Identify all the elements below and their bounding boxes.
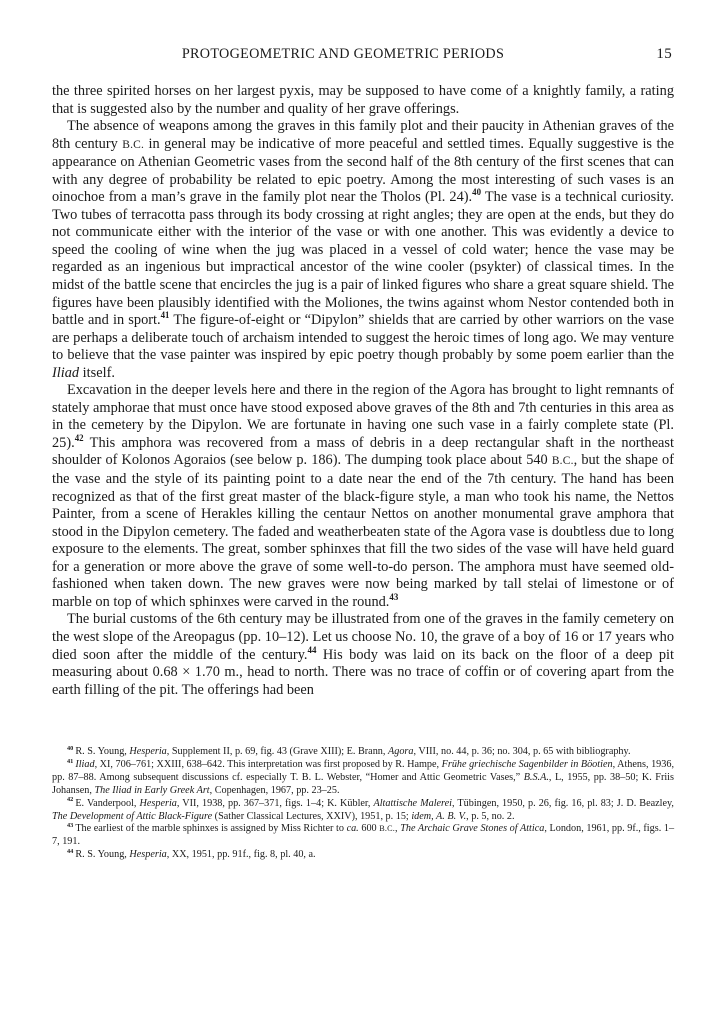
text-run: The vase is a technical curiosity. Two tubes of terracotta pass through its body crossing at right angles; they are open at the ends, but they do not communicate either with the interior of the vase or with one another. This was evidently a device to speed the cooling of wine when the jug was placed in a vessel of cold water; hence the vase may be regarded as an ingenious but impractical ancestor of the wine cooler (psykter) of classical times. In the midst of the battle scene that encircles the jug is a pair of linked figures who share a great square shield. The figures have been plausibly identified with the Moliones, the twins against whom Nestor contended both in battle and in sport.: [52, 189, 674, 329]
footnote-reference: 40: [472, 187, 482, 198]
text-run: R. S. Young,: [75, 849, 130, 861]
text-run: The figure-of-eight or “Dipylon” shields that are carried by other warriors on the vase are perhaps a deliberate touch of archaism intended to suggest the heroic times of long ago. We may venture to believe that the vase painter was inspired by epic poetry though probably by some poem earlier than the: [52, 312, 674, 364]
footnote: [52, 798, 674, 824]
text-run: R. S. Young,: [75, 746, 130, 758]
footnote-reference: 42: [74, 433, 84, 444]
text-run: 600: [358, 823, 380, 835]
footnote-number: 44: [67, 847, 74, 855]
text-run: The absence of weapons among the graves in this family plot and their paucity in Athenian graves of the 8th century: [52, 118, 674, 152]
body-paragraph: [52, 118, 674, 382]
text-run: in general may be indicative of more peaceful and settled times. Equally suggestive is the appearance on Athenian Geometric vases from the second half of the 8th century of the first scenes that can with any degree of probability be related to epic poetry. Among the most interesting of such vases is an oinochoe from a man’s grave in the family plot near the Tholos (Pl. 24).: [52, 135, 674, 206]
italic-text: Iliad: [52, 364, 80, 381]
body-text: [52, 83, 674, 699]
italic-text: idem, A. B. V.: [411, 810, 467, 822]
text-run: , XX, 1951, pp. 91f., fig. 8, pl. 40, a.: [166, 849, 316, 861]
footnote-number: 41: [67, 757, 74, 765]
small-caps-text: B.C.: [122, 138, 145, 151]
italic-text: Hesperia: [129, 849, 167, 861]
page-number: 15: [656, 46, 672, 62]
text-run: the three spirited horses on her largest pyxis, may be supposed to have come of a knightly family, a rating that is suggested also by the number and quality of her grave offerings.: [52, 83, 674, 117]
text-run: , XI, 706–761; XXIII, 638–642. This interpretation was first proposed by R. Hampe,: [94, 759, 442, 771]
text-run: Excavation in the deeper levels here and there in the region of the Agora has brought to light remnants of stately amphorae that must once have stood exposed above graves of the 8th and 7th centuries in this area as in the cemetery by the Dipylon. We are fortunate in having one such vase in a fairly complete state (Pl. 25).: [52, 382, 674, 451]
italic-text: B.S.A.: [523, 771, 549, 783]
italic-text: The Archaic Grave Stones of Attica: [400, 823, 545, 835]
text-run: His body was laid on its back on the floor of a deep pit measuring about 0.68 × 1.70 m., head to north. There was no trace of coffin or of covering apart from the earth filling of the pit. The offerings had been: [52, 646, 675, 698]
footnote-reference: 44: [307, 644, 317, 655]
footnote: [52, 849, 674, 862]
text-run: , L, 1955, pp. 38–50; K. Friis Johansen,: [52, 771, 674, 796]
text-run: , p. 5, no. 2.: [466, 810, 515, 822]
small-caps-text: B.C.: [379, 824, 396, 834]
running-head: PROTOGEOMETRIC AND GEOMETRIC PERIODS: [181, 46, 505, 62]
italic-text: Altattische Malerei: [373, 797, 452, 809]
body-paragraph: [52, 382, 674, 611]
small-caps-text: B.C.: [551, 455, 574, 468]
text-run: The burial customs of the 6th century may be illustrated from one of the graves in the family cemetery on the west slope of the Areopagus (pp. 10–12). Let us choose No. 10, the grave of a boy of 16 or 17 years who died soon after the middle of the century.: [52, 611, 674, 663]
body-paragraph: [52, 83, 674, 118]
italic-text: Frühe griechische Sagenbilder in Böotien: [441, 759, 613, 771]
text-run: E. Vanderpool,: [75, 797, 140, 809]
body-paragraph: [52, 611, 674, 699]
page-header: [52, 46, 674, 68]
italic-text: ca.: [346, 823, 359, 835]
footnote-number: 40: [67, 744, 74, 752]
footnote-reference: 43: [389, 592, 399, 603]
italic-text: Agora: [388, 746, 414, 758]
italic-text: The Development of Attic Black-Figure: [52, 810, 213, 822]
text-run: , Tübingen, 1950, p. 26, fig. 16, pl. 83; J. D. Beazley,: [452, 797, 674, 809]
text-run: , London, 1961, pp. 9f., figs. 1–7, 191.: [52, 823, 675, 848]
footnotes: [52, 746, 674, 862]
footnote: [52, 759, 674, 797]
italic-text: Hesperia: [129, 746, 167, 758]
text-run: , VIII, no. 44, p. 36; no. 304, p. 65 with bibliography.: [413, 746, 631, 758]
text-run: , VII, 1938, pp. 367–371, figs. 1–4; K. Kübler,: [176, 797, 374, 809]
text-run: The earliest of the marble sphinxes is assigned by Miss Richter to: [75, 823, 347, 835]
text-run: , Copenhagen, 1967, pp. 23–25.: [209, 784, 340, 796]
footnote-number: 43: [67, 822, 74, 830]
text-run: ,: [395, 823, 401, 835]
book-page: [52, 46, 674, 862]
text-run: , but the shape of the vase and the style of its painting point to a date near the end of the 7th century. The hand has been recognized as that of the first great master of the black-figure style, a man who took his name, the Nettos Painter, from a scene of Herakles killing the centaur Nettos on another monumental grave amphora that stood in the Dipylon cemetery. The faded and weatherbeaten state of the Agora vase is doubtless due to long exposure to the elements. The great, somber sphinxes that fill the two sides of the vase will have held guard for a generation or more above the grave of some well-to-do person. The amphora must have seemed old-fashioned when taken down. The new graves were now being marked by tall stelai of limestone or of marble on top of which sphinxes were carved in the round.: [52, 452, 675, 610]
text-run: This amphora was recovered from a mass of debris in a deep rectangular shaft in the northeast shoulder of Kolonos Agoraios (see below p. 186). The dumping took place about 540: [52, 434, 674, 469]
italic-text: Iliad: [75, 759, 95, 771]
footnote: [52, 823, 674, 849]
text-run: , Supplement II, p. 69, fig. 43 (Grave XIII); E. Brann,: [166, 746, 388, 758]
text-run: , Athens, 1936, pp. 87–88. Among subsequent discussions cf. especially T. B. L. Webster, “Homer and Attic Geometric Vases,”: [52, 759, 674, 783]
footnote-reference: 41: [160, 310, 170, 321]
text-run: (Sather Classical Lectures, XXIV), 1951, p. 15;: [212, 810, 412, 822]
footnote-number: 42: [67, 796, 74, 804]
italic-text: The Iliad in Early Greek Art: [94, 784, 210, 796]
text-run: itself.: [79, 364, 115, 381]
footnote: [52, 746, 674, 759]
italic-text: Hesperia: [139, 797, 177, 809]
